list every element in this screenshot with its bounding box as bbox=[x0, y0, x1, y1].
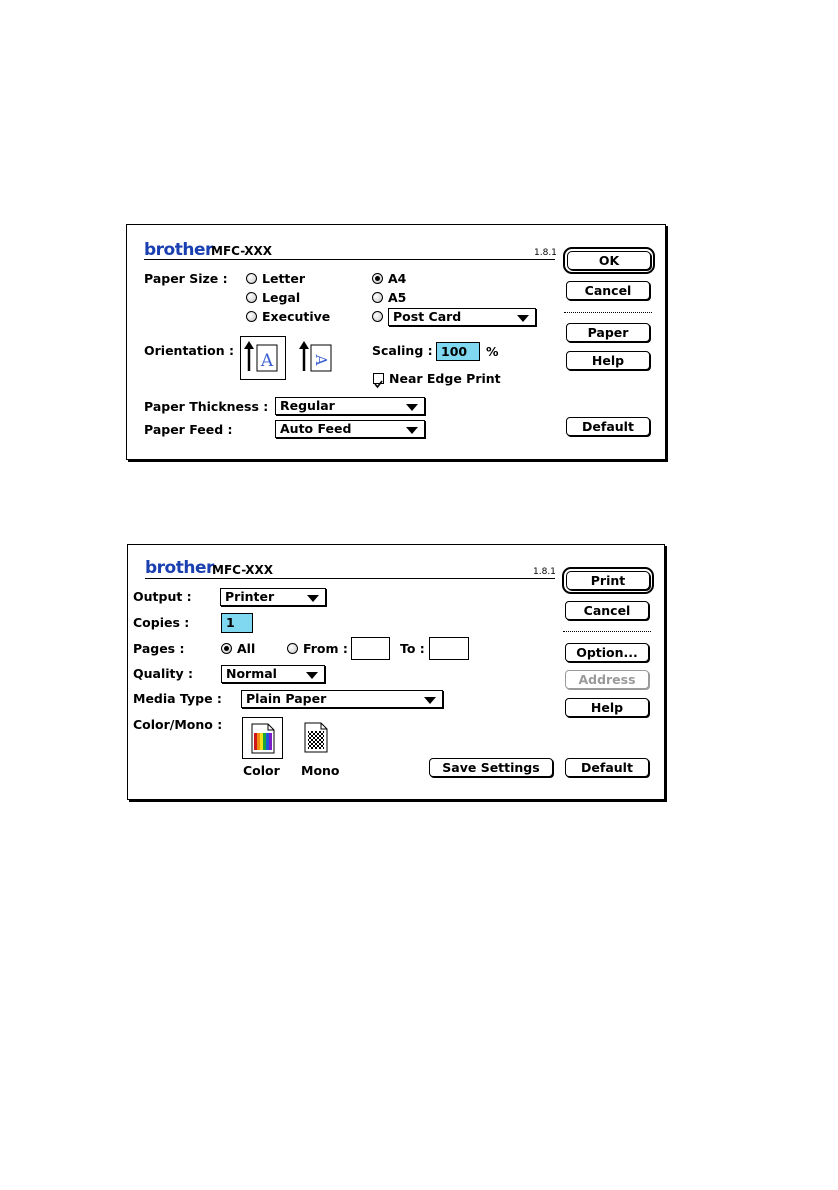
landscape-orientation-icon[interactable] bbox=[298, 337, 338, 379]
radio-letter[interactable] bbox=[246, 273, 257, 284]
custom-size-popup[interactable] bbox=[388, 308, 536, 326]
scaling-input[interactable]: 100 bbox=[436, 342, 480, 361]
chevron-down-icon bbox=[517, 315, 529, 322]
output-popup[interactable] bbox=[220, 588, 326, 606]
address-button[interactable]: Address bbox=[565, 670, 649, 689]
default-button[interactable]: Default bbox=[566, 417, 650, 436]
media-type-value: Plain Paper bbox=[246, 691, 327, 706]
page-setup-dialog bbox=[126, 224, 666, 460]
paper-button[interactable]: Paper bbox=[566, 323, 650, 342]
option-button[interactable]: Option... bbox=[565, 643, 649, 662]
output-label: Output : bbox=[133, 589, 192, 604]
radio-custom-size[interactable] bbox=[372, 311, 383, 322]
pages-from-input[interactable] bbox=[351, 637, 390, 660]
print-dialog bbox=[127, 544, 665, 800]
chevron-down-icon bbox=[406, 404, 418, 411]
radio-legal-label[interactable]: Legal bbox=[262, 290, 301, 305]
radio-legal[interactable] bbox=[246, 292, 257, 303]
ok-button[interactable]: OK bbox=[567, 251, 651, 270]
brother-logo: brother bbox=[144, 240, 213, 260]
paper-thickness-popup[interactable] bbox=[275, 397, 425, 415]
quality-popup[interactable] bbox=[221, 665, 325, 683]
quality-value: Normal bbox=[226, 666, 277, 681]
pages-label: Pages : bbox=[133, 641, 185, 656]
radio-letter-label[interactable]: Letter bbox=[262, 271, 306, 286]
near-edge-checkbox[interactable] bbox=[373, 373, 384, 384]
pages-to-input[interactable] bbox=[429, 637, 469, 660]
model-name: MFC-XXX bbox=[212, 563, 273, 577]
chevron-down-icon bbox=[307, 595, 319, 602]
default-button[interactable]: Default bbox=[565, 758, 649, 777]
scaling-unit: % bbox=[486, 344, 499, 359]
model-name: MFC-XXX bbox=[211, 244, 272, 258]
radio-a5[interactable] bbox=[372, 292, 383, 303]
paper-thickness-value: Regular bbox=[280, 398, 335, 413]
paper-thickness-label: Paper Thickness : bbox=[144, 399, 269, 414]
version-label: 1.8.1 bbox=[534, 248, 557, 258]
radio-executive-label[interactable]: Executive bbox=[262, 309, 331, 324]
print-button[interactable]: Print bbox=[566, 571, 650, 590]
output-value: Printer bbox=[225, 589, 275, 604]
media-type-label: Media Type : bbox=[133, 691, 222, 706]
radio-a5-label[interactable]: A5 bbox=[388, 290, 407, 305]
custom-size-value: Post Card bbox=[393, 309, 462, 324]
header-divider bbox=[144, 259, 555, 260]
portrait-orientation-icon[interactable] bbox=[240, 336, 286, 380]
pages-from-label: From : bbox=[303, 641, 348, 656]
orientation-label: Orientation : bbox=[144, 343, 234, 358]
radio-a4-label[interactable]: A4 bbox=[388, 271, 407, 286]
color-mono-label: Color/Mono : bbox=[133, 717, 223, 732]
radio-pages-all[interactable] bbox=[221, 643, 232, 654]
paper-feed-value: Auto Feed bbox=[280, 421, 352, 436]
cancel-button[interactable]: Cancel bbox=[566, 281, 650, 300]
button-separator bbox=[564, 312, 652, 313]
color-mode-icon[interactable] bbox=[242, 717, 283, 759]
quality-label: Quality : bbox=[133, 666, 194, 681]
near-edge-label[interactable]: Near Edge Print bbox=[389, 371, 501, 386]
mono-mode-icon[interactable] bbox=[297, 717, 337, 759]
paper-feed-popup[interactable] bbox=[275, 420, 425, 438]
paper-size-label: Paper Size : bbox=[144, 271, 228, 286]
brother-logo: brother bbox=[145, 558, 214, 578]
scaling-label: Scaling : bbox=[372, 343, 433, 358]
chevron-down-icon bbox=[306, 672, 318, 679]
chevron-down-icon bbox=[406, 427, 418, 434]
radio-a4[interactable] bbox=[372, 273, 383, 284]
pages-to-label: To : bbox=[400, 641, 425, 656]
button-separator bbox=[563, 631, 651, 632]
color-mode-label: Color bbox=[243, 763, 280, 778]
copies-label: Copies : bbox=[133, 615, 190, 630]
save-settings-button[interactable]: Save Settings bbox=[429, 758, 553, 777]
mono-mode-label: Mono bbox=[301, 763, 340, 778]
paper-feed-label: Paper Feed : bbox=[144, 422, 233, 437]
version-label: 1.8.1 bbox=[533, 567, 556, 577]
svg-text:A: A bbox=[260, 351, 274, 371]
radio-pages-all-label[interactable]: All bbox=[237, 641, 256, 656]
chevron-down-icon bbox=[424, 697, 436, 704]
radio-pages-from[interactable] bbox=[287, 643, 298, 654]
radio-executive[interactable] bbox=[246, 311, 257, 322]
header-divider bbox=[145, 578, 555, 579]
svg-text:A: A bbox=[312, 354, 330, 366]
media-type-popup[interactable] bbox=[241, 690, 443, 708]
help-button[interactable]: Help bbox=[565, 698, 649, 717]
copies-input[interactable]: 1 bbox=[221, 613, 253, 633]
cancel-button[interactable]: Cancel bbox=[565, 601, 649, 620]
help-button[interactable]: Help bbox=[566, 351, 650, 370]
